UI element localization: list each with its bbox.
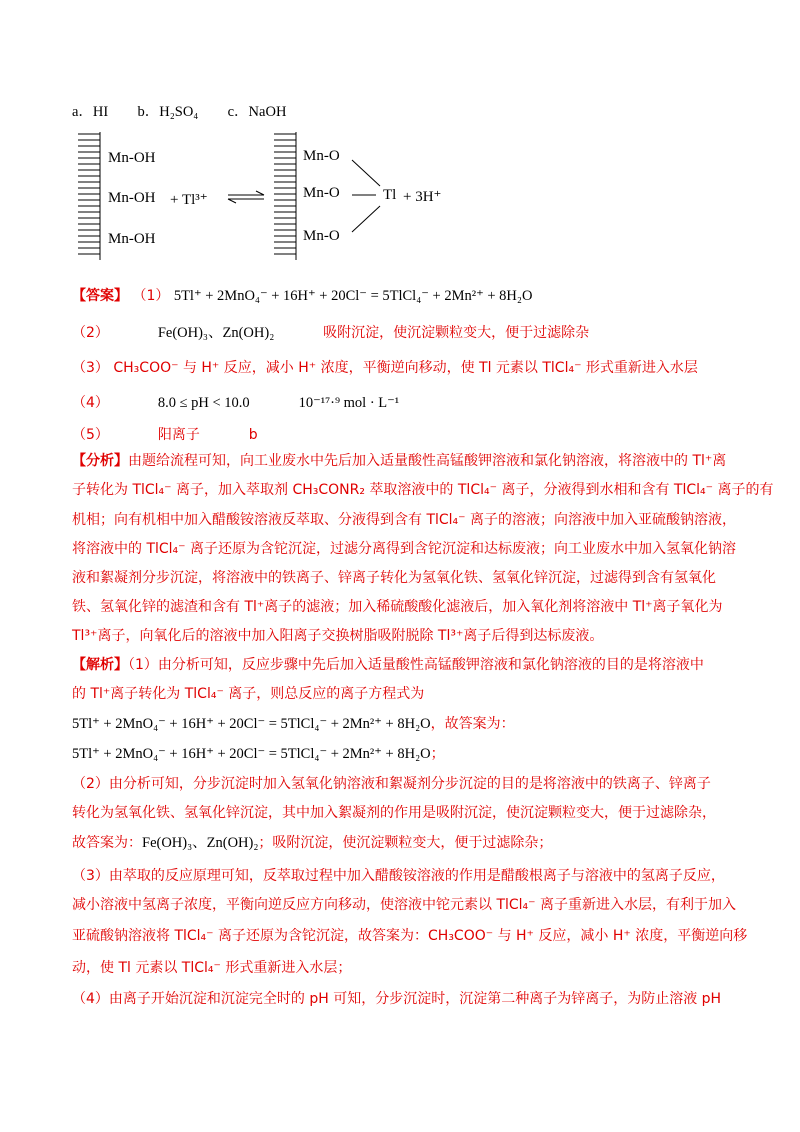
- answer-q1-num: （1）: [132, 288, 170, 304]
- tl-center: Tl: [383, 187, 397, 203]
- answer-q5-text: 阳离子: [157, 427, 200, 443]
- left-surface-hatch: [78, 134, 100, 254]
- equilibrium-arrow-forward-head: [256, 191, 264, 195]
- answer-q2-text: 吸附沉淀，使沉淀颗粒变大，便于过滤除杂: [323, 325, 590, 341]
- equilibrium-arrow-reverse-head: [228, 199, 236, 203]
- explanation-line-9: 减小溶液中氢离子浓度，平衡向逆反应方向移动，使溶液中铊元素以 TlCl₄⁻ 离子重新进入水层，有利于加入: [72, 897, 737, 913]
- answer-q1: [72, 285, 532, 305]
- explanation-line-7: [72, 831, 552, 852]
- answer-q5: [72, 424, 258, 444]
- answer-q2-num: （2）: [72, 325, 109, 341]
- explanation-tail-2: ；: [430, 746, 445, 762]
- explanation-line-3: [72, 713, 515, 733]
- right-group-2: Mn-O: [303, 185, 340, 201]
- answer-q5-num: （5）: [72, 427, 109, 443]
- answer-q4: [72, 392, 399, 412]
- answer-q3-num: （3）: [72, 360, 109, 376]
- analysis-line-1: [72, 450, 726, 470]
- explanation-l10-pre: 亚硫酸钠溶液将 TlCl₄⁻ 离子还原为含铊沉淀，故答案为：: [72, 928, 429, 944]
- answer-q3-text: CH₃COO⁻ 与 H⁺ 反应，减小 H⁺ 浓度，平衡逆向移动，使 Tl 元素以 TlCl₄⁻ 形式重新进入水层: [113, 360, 698, 376]
- explanation-equation-2: 5Tl⁺ + 2MnO₄⁻ + 16H⁺ + 20Cl⁻ = 5TlCl₄⁻ + 2Mn²⁺ + 8H₂O: [72, 746, 431, 762]
- answer-q1-equation: 5Tl⁺ + 2MnO₄⁻ + 16H⁺ + 20Cl⁻ = 5TlCl₄⁻ + 2Mn²⁺ + 8H₂O: [173, 288, 533, 304]
- explanation-line-11: 动，使 Tl 元素以 TlCl₄⁻ 形式重新进入水层；: [72, 960, 352, 976]
- explanation-text-1: （1）由分析可知，反应步骤中先后加入适量酸性高锰酸钾溶液和氯化钠溶液的目的是将溶液中: [128, 657, 704, 673]
- option-c: c．NaOH: [227, 104, 287, 120]
- explanation-line-10: [72, 925, 747, 945]
- options-line: [72, 100, 286, 121]
- explanation-line-8: （3）由萃取的反应原理可知，反萃取过程中加入醋酸铵溶液的作用是醋酸根离子与溶液中的氢离子反应，: [72, 868, 725, 884]
- left-group-2: Mn-OH: [108, 190, 156, 206]
- explanation-equation-1: 5Tl⁺ + 2MnO₄⁻ + 16H⁺ + 20Cl⁻ = 5TlCl₄⁻ + 2Mn²⁺ + 8H₂O: [72, 716, 431, 732]
- explanation-tag: 【解析】: [72, 657, 128, 673]
- answer-tag: 【答案】: [72, 288, 128, 304]
- explanation-line-1: [72, 654, 704, 674]
- analysis-line-4: 将溶液中的 TlCl₄⁻ 离子还原为含铊沉淀，过滤分离得到含铊沉淀和达标废液；向工业废水中加入氢氧化钠溶: [72, 541, 737, 557]
- explanation-line-2: 的 Tl⁺离子转化为 TlCl₄⁻ 离子，则总反应的离子方程式为: [72, 686, 425, 702]
- answer-q3: [72, 357, 698, 377]
- explanation-l7-pre: 故答案为：: [72, 835, 142, 851]
- analysis-tag: 【分析】: [72, 453, 128, 469]
- right-group-1: Mn-O: [303, 148, 340, 164]
- explanation-line-12: （4）由离子开始沉淀和沉淀完全时的 pH 可知，分步沉淀时，沉淀第二种离子为锌离子，为防止溶液 pH: [72, 991, 722, 1007]
- analysis-text-1: 由题给流程可知，向工业废水中先后加入适量酸性高锰酸钾溶液和氯化钠溶液，将溶液中的 Tl⁺离: [128, 453, 727, 469]
- tl3-ion: + Tl³⁺: [170, 192, 208, 208]
- analysis-line-2: 子转化为 TlCl₄⁻ 离子，加入萃取剂 CH₃CONR₂ 萃取溶液中的 TlCl₄⁻ 离子，分液得到水相和含有 TlCl₄⁻ 离子的有: [72, 482, 774, 498]
- right-surface-hatch: [274, 134, 296, 254]
- answer-q2-formula: Fe(OH)₃、Zn(OH)₂: [157, 325, 275, 341]
- explanation-l7-formula: Fe(OH)₃、Zn(OH)₂: [142, 835, 259, 851]
- answer-q5-option: b: [248, 427, 258, 443]
- option-b: b．H₂SO₄: [137, 104, 199, 120]
- explanation-l10-formula: CH₃COO⁻ 与 H⁺ 反应，减小 H⁺ 浓度，平衡逆向移: [428, 928, 748, 944]
- explanation-line-5: （2）由分析可知，分步沉淀时加入氢氧化钠溶液和絮凝剂分步沉淀的目的是将溶液中的铁离子、锌离子: [72, 776, 711, 792]
- left-group-3: Mn-OH: [108, 231, 156, 247]
- bond-lower: [352, 206, 380, 232]
- answer-q4-num: （4）: [72, 395, 109, 411]
- explanation-l7-post: ；吸附沉淀，使沉淀颗粒变大，便于过滤除杂；: [258, 835, 553, 851]
- answer-q4-range: 8.0 ≤ pH < 10.0: [157, 395, 250, 411]
- explanation-line-6: 转化为氢氧化铁、氢氧化锌沉淀，其中加入絮凝剂的作用是吸附沉淀，使沉淀颗粒变大，便于过滤除杂，: [72, 805, 716, 821]
- products: + 3H⁺: [403, 189, 442, 205]
- analysis-line-7: Tl³⁺离子，向氧化后的溶液中加入阳离子交换树脂吸附脱除 Tl³⁺离子后得到达标废液。: [72, 628, 604, 644]
- explanation-line-4: [72, 743, 445, 763]
- option-a: a．HI: [72, 104, 109, 120]
- right-group-3: Mn-O: [303, 228, 340, 244]
- explanation-tail-1: ，故答案为：: [430, 716, 515, 732]
- answer-q4-concentration: 10⁻¹⁷·⁹ mol · L⁻¹: [298, 395, 400, 411]
- analysis-line-5: 液和絮凝剂分步沉淀，将溶液中的铁离子、锌离子转化为氢氧化铁、氢氧化锌沉淀，过滤得到含有氢氧化: [72, 570, 716, 586]
- answer-q2: [72, 321, 589, 342]
- analysis-line-6: 铁、氢氧化锌的滤渣和含有 Tl⁺离子的滤液；加入稀硫酸酸化滤液后，加入氧化剂将溶液中 Tl⁺离子氧化为: [72, 599, 723, 615]
- left-group-1: Mn-OH: [108, 150, 156, 166]
- analysis-line-3: 机相；向有机相中加入醋酸铵溶液反萃取、分液得到含有 TlCl₄⁻ 离子的溶液；向溶液中加入亚硫酸钠溶液，: [72, 512, 737, 528]
- adsorption-diagram: [70, 128, 490, 268]
- bond-upper: [352, 160, 380, 186]
